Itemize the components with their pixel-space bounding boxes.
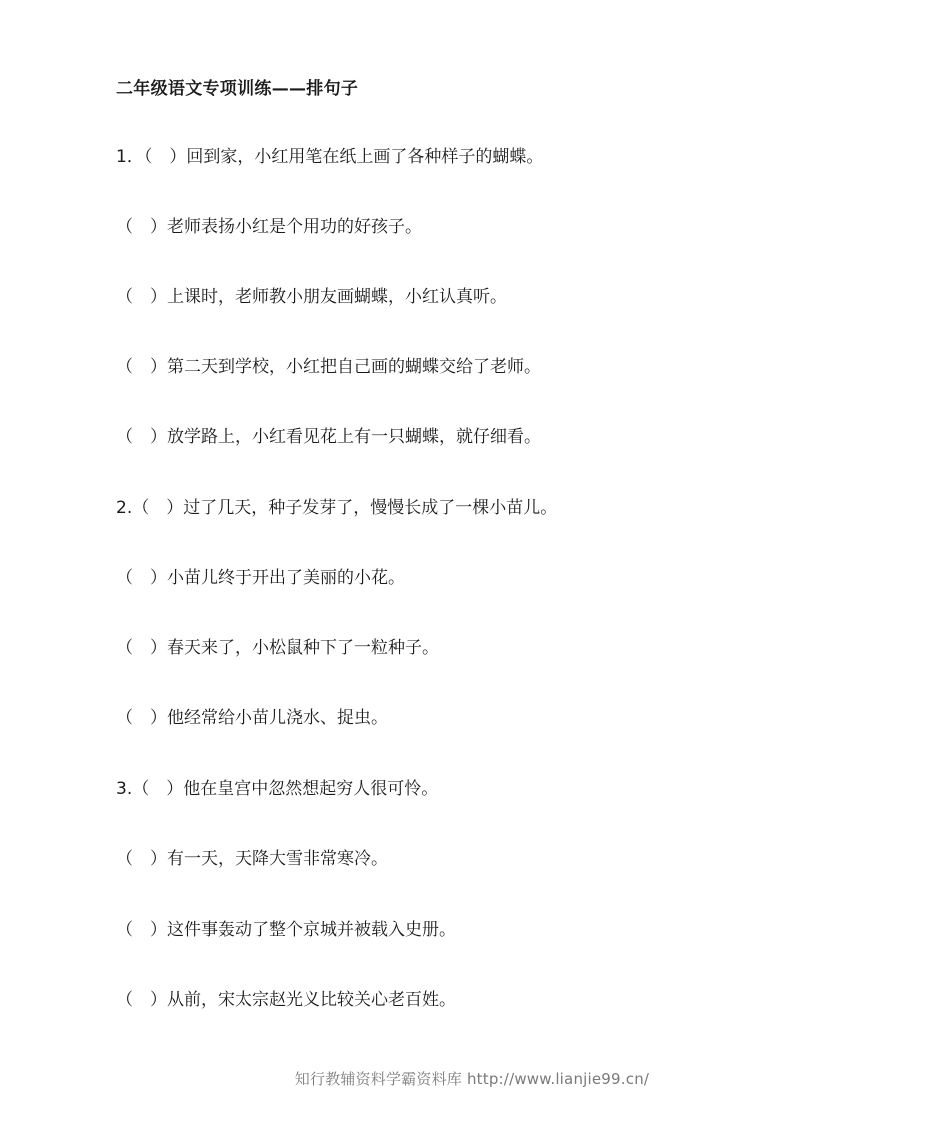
question-1-item-2: （ ）老师表扬小红是个用功的好孩子。 [116, 217, 422, 237]
question-2-item-3: （ ）春天来了，小松鼠种下了一粒种子。 [116, 638, 439, 658]
question-3-item-2: （ ）有一天，天降大雪非常寒冷。 [116, 849, 388, 869]
question-1-item-4: （ ）第二天到学校，小红把自己画的蝴蝶交给了老师。 [116, 357, 541, 377]
question-1-item-5: （ ）放学路上，小红看见花上有一只蝴蝶，就仔细看。 [116, 427, 541, 447]
question-3-item-3: （ ）这件事轰动了整个京城并被载入史册。 [116, 920, 456, 940]
page-footer: 知行教辅资料学霸资料库 http://www.lianjie99.cn/ [294, 1070, 650, 1088]
question-2-item-4: （ ）他经常给小苗儿浇水、捉虫。 [116, 708, 388, 728]
question-2-item-1: 2.（ ）过了几天，种子发芽了，慢慢长成了一棵小苗儿。 [116, 498, 558, 518]
question-3-item-1: 3.（ ）他在皇宫中忽然想起穷人很可怜。 [116, 779, 439, 799]
document-title: 二年级语文专项训练——排句子 [116, 79, 359, 99]
question-1-item-1: 1．（ ）回到家，小红用笔在纸上画了各种样子的蝴蝶。 [116, 147, 544, 167]
question-3-item-4: （ ）从前，宋太宗赵光义比较关心老百姓。 [116, 990, 456, 1010]
question-2-item-2: （ ）小苗儿终于开出了美丽的小花。 [116, 568, 405, 588]
question-1-item-3: （ ）上课时，老师教小朋友画蝴蝶，小红认真听。 [116, 287, 507, 307]
